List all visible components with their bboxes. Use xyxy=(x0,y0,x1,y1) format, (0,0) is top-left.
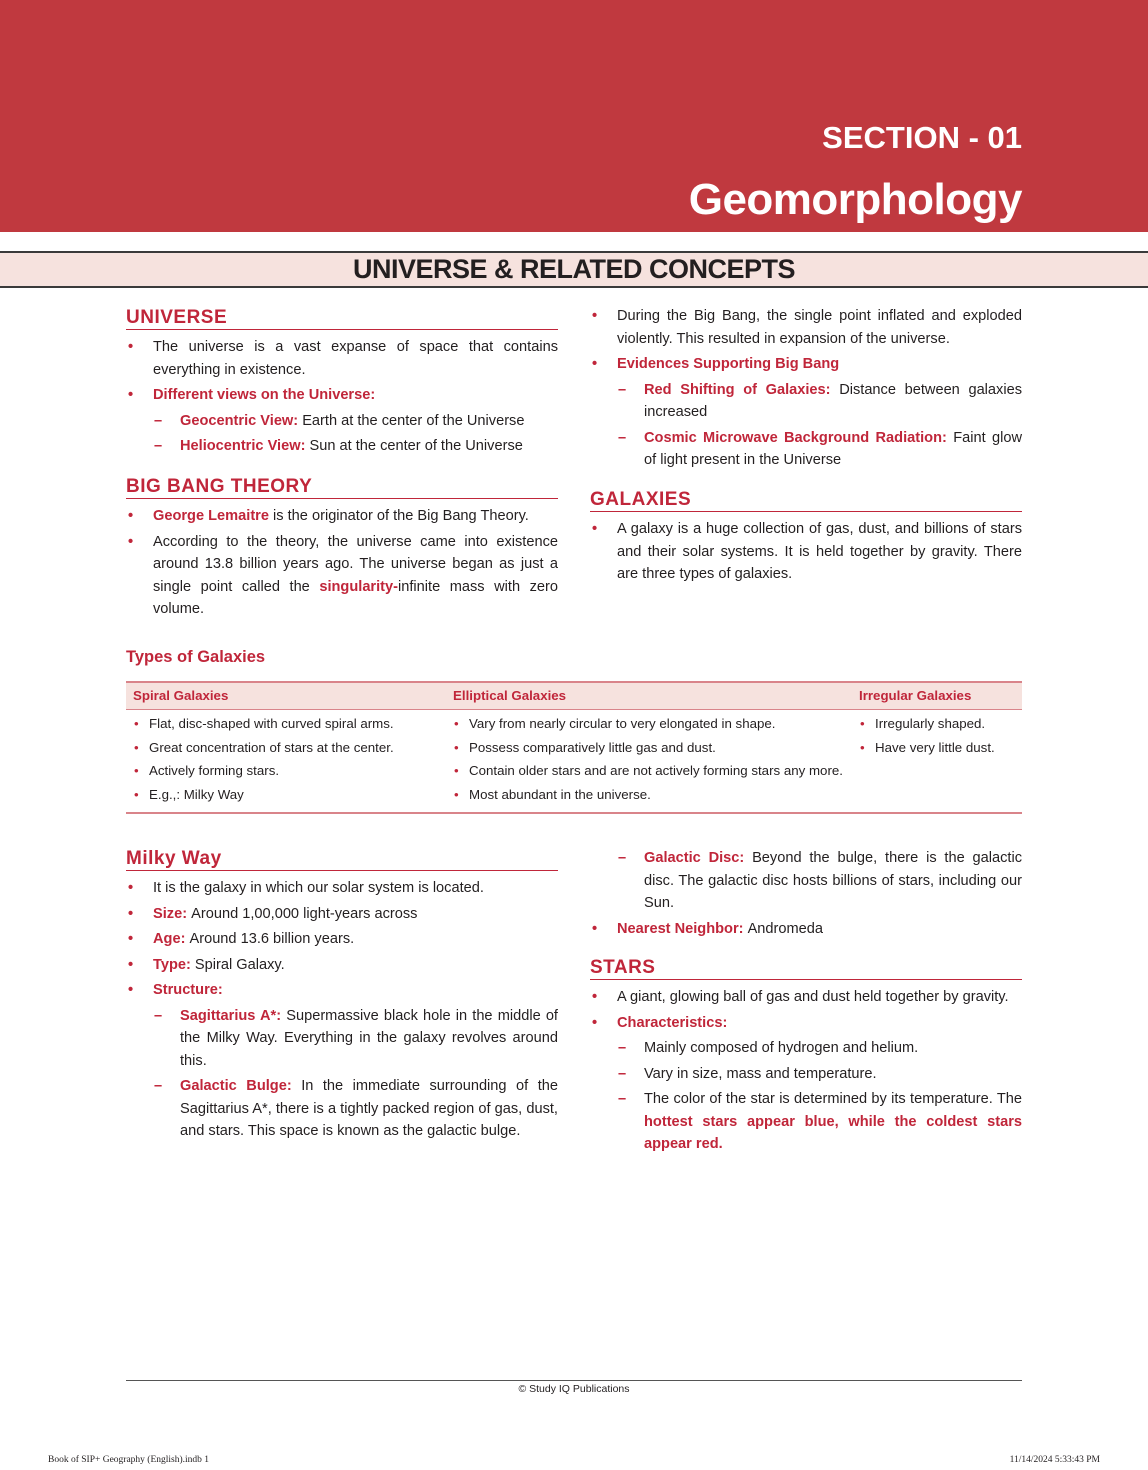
sub-bullet-item xyxy=(590,847,1022,915)
bullet-item xyxy=(126,531,558,621)
table-bullet-item: • E.g.,: Milky Way xyxy=(133,785,439,805)
section-number: SECTION - 01 xyxy=(822,120,1022,155)
highlight-text: Age: xyxy=(153,931,190,947)
bullet-item xyxy=(590,353,1022,376)
table-row xyxy=(126,710,1022,814)
body-text: Andromeda xyxy=(747,920,824,937)
bullet-icon: • xyxy=(592,920,598,937)
body-text: A giant, glowing ball of gas and dust held together by gravity. xyxy=(617,989,1009,1005)
dash-icon: – xyxy=(618,381,627,398)
body-text: The color of the star is determined by its temperature. The xyxy=(644,1091,1022,1107)
dash-icon: – xyxy=(154,1078,163,1094)
highlight-text: George Lemaitre xyxy=(153,508,269,524)
galaxies-section xyxy=(590,489,1022,589)
body-text: Earth at the center of the Universe xyxy=(302,412,525,429)
types-of-galaxies-title: Types of Galaxies xyxy=(126,648,266,666)
bullet-icon: • xyxy=(128,905,134,922)
sub-bullet-item xyxy=(126,1075,558,1143)
table-bullet-item: • Actively forming stars. xyxy=(133,761,439,781)
bullet-item xyxy=(126,928,558,951)
highlight-text: Structure: xyxy=(153,982,223,998)
bullet-icon: • xyxy=(128,982,134,998)
footer-timestamp: 11/14/2024 5:33:43 PM xyxy=(1009,1455,1100,1465)
highlight-text: Nearest Neighbor: xyxy=(617,920,748,937)
highlight-text: Galactic Disc: xyxy=(644,850,753,866)
dash-icon: – xyxy=(618,1040,627,1056)
bullet-item xyxy=(126,979,558,1002)
highlight-text: Cosmic Microwave Background Radiation: xyxy=(644,429,954,446)
bullet-item xyxy=(126,336,558,381)
body-text: Faint glow of light present in the Universe xyxy=(644,429,1023,468)
table-bullet-item: • Great concentration of stars at the center. xyxy=(133,738,439,758)
dash-icon: – xyxy=(618,850,627,866)
body-text: Spiral Galaxy. xyxy=(194,956,285,973)
highlight-text: hottest stars appear blue, while the coldest stars appear red. xyxy=(644,1113,1022,1152)
table-bullet-item: • Most abundant in the universe. xyxy=(453,785,845,805)
bullet-icon: • xyxy=(128,508,134,524)
table-cell xyxy=(852,710,1022,814)
table-cell xyxy=(126,710,446,814)
dash-icon: – xyxy=(618,429,627,446)
bullet-item xyxy=(126,505,558,528)
sub-bullet-item xyxy=(126,1005,558,1073)
section-heading: Milky Way xyxy=(126,848,558,871)
section-heading: GALAXIES xyxy=(590,489,1022,512)
body-text: According to the theory, the universe came into existence around 13.8 billion years ago. The universe began as just a single point called the xyxy=(153,533,558,595)
big-bang-continued xyxy=(590,305,1022,475)
bullet-item xyxy=(126,954,558,977)
big-bang-section xyxy=(126,476,558,624)
body-text: Mainly composed of hydrogen and helium. xyxy=(644,1040,919,1056)
table-bullet-item: • Vary from nearly circular to very elongated in shape. xyxy=(453,714,845,734)
universe-section xyxy=(126,307,558,461)
bullet-item xyxy=(590,518,1022,586)
footer-file-name: Book of SIP+ Geography (English).indb 1 xyxy=(48,1455,210,1465)
table-bullet-item: • Contain older stars and are not actively forming stars any more. xyxy=(453,761,845,781)
body-text: Around 1,00,000 light-years across xyxy=(191,905,418,922)
dash-icon: – xyxy=(154,438,163,454)
sub-bullet-item xyxy=(590,1088,1022,1156)
chapter-title: UNIVERSE & RELATED CONCEPTS xyxy=(0,251,1148,288)
bullet-icon: • xyxy=(592,521,598,537)
highlight-text: Evidences Supporting Big Bang xyxy=(617,356,840,372)
table-cell xyxy=(446,710,852,814)
bullet-icon: • xyxy=(592,356,598,372)
table-bullet-item: • Have very little dust. xyxy=(859,738,1015,758)
sub-bullet-item xyxy=(590,379,1022,424)
highlight-text: Different views on the Universe: xyxy=(153,387,376,403)
highlight-text: Geocentric View: xyxy=(180,412,303,429)
dash-icon: – xyxy=(618,1065,627,1082)
dash-icon: – xyxy=(154,1007,163,1024)
highlight-text: Red Shifting of Galaxies: xyxy=(644,381,840,398)
body-text: Beyond the bulge, there is the galactic disc. The galactic disc hosts billions of stars, including our Sun. xyxy=(644,850,1022,911)
galaxy-types-table xyxy=(126,681,1022,814)
bullet-item xyxy=(590,305,1022,350)
stars-section xyxy=(590,957,1022,1159)
body-text: Supermassive black hole in the middle of the Milky Way. Everything in the galaxy revolves around this. xyxy=(180,1007,558,1069)
table-bullet-item: • Possess comparatively little gas and dust. xyxy=(453,738,845,758)
sub-bullet-item xyxy=(590,1037,1022,1060)
body-text: The universe is a vast expanse of space that contains everything in existence. xyxy=(153,339,558,378)
bullet-icon: • xyxy=(128,339,134,355)
bullet-item xyxy=(590,1012,1022,1035)
body-text: It is the galaxy in which our solar system is located. xyxy=(153,880,484,896)
bullet-icon: • xyxy=(592,989,598,1005)
sub-bullet-item xyxy=(590,1063,1022,1086)
highlight-text: Heliocentric View: xyxy=(180,438,310,454)
bullet-icon: • xyxy=(128,931,134,947)
bullet-item xyxy=(590,918,1022,941)
sub-bullet-item xyxy=(126,435,558,458)
bullet-icon: • xyxy=(128,387,134,403)
bullet-icon: • xyxy=(592,308,598,324)
section-heading: UNIVERSE xyxy=(126,307,558,330)
body-text: is the originator of the Big Bang Theory. xyxy=(268,508,529,524)
body-text: A galaxy is a huge collection of gas, dust, and billions of stars and their solar systems. It is held together by gravity. There are three types of galaxies. xyxy=(617,521,1022,582)
bullet-item xyxy=(126,877,558,900)
body-text: Around 13.6 billion years. xyxy=(189,931,355,947)
bullet-item xyxy=(590,986,1022,1009)
section-heading: BIG BANG THEORY xyxy=(126,476,558,499)
sub-bullet-item xyxy=(126,410,558,433)
bullet-item xyxy=(126,903,558,926)
bullet-icon: • xyxy=(592,1014,598,1031)
body-text: Sun at the center of the Universe xyxy=(309,438,523,454)
highlight-text: singularity- xyxy=(319,578,398,595)
dash-icon: – xyxy=(618,1091,627,1107)
table-header: Spiral Galaxies xyxy=(126,682,446,710)
bullet-icon: • xyxy=(128,880,134,896)
footer-divider xyxy=(126,1380,1022,1381)
body-text: During the Big Bang, the single point inflated and exploded violently. This resulted in expansion of the universe. xyxy=(617,308,1022,347)
table-header: Elliptical Galaxies xyxy=(446,682,852,710)
body-text: Distance between galaxies increased xyxy=(644,381,1022,420)
highlight-text: Characteristics: xyxy=(617,1014,728,1031)
milky-way-section xyxy=(126,848,558,1146)
section-title: Geomorphology xyxy=(688,175,1022,224)
section-heading: STARS xyxy=(590,957,1022,980)
dash-icon: – xyxy=(154,412,163,429)
table-header: Irregular Galaxies xyxy=(852,682,1022,710)
body-text: Vary in size, mass and temperature. xyxy=(644,1065,877,1082)
milky-way-continued xyxy=(590,847,1022,943)
highlight-text: Type: xyxy=(153,956,195,973)
highlight-text: Galactic Bulge: xyxy=(180,1078,302,1094)
table-bullet-item: • Flat, disc-shaped with curved spiral arms. xyxy=(133,714,439,734)
bullet-icon: • xyxy=(128,533,134,550)
highlight-text: Sagittarius A*: xyxy=(180,1007,287,1024)
footer-copyright: © Study IQ Publications xyxy=(518,1383,630,1395)
table-bullet-item: • Irregularly shaped. xyxy=(859,714,1015,734)
sub-bullet-item xyxy=(590,427,1022,472)
highlight-text: Size: xyxy=(153,905,192,922)
bullet-item xyxy=(126,384,558,407)
bullet-icon: • xyxy=(128,956,134,973)
body-text: infinite mass with zero volume. xyxy=(153,578,558,617)
body-text: In the immediate surrounding of the Sagittarius A*, there is a tightly packed region of gas, dust, and stars. This space is known as the galactic bulge. xyxy=(180,1078,558,1139)
section-banner xyxy=(0,0,1148,232)
